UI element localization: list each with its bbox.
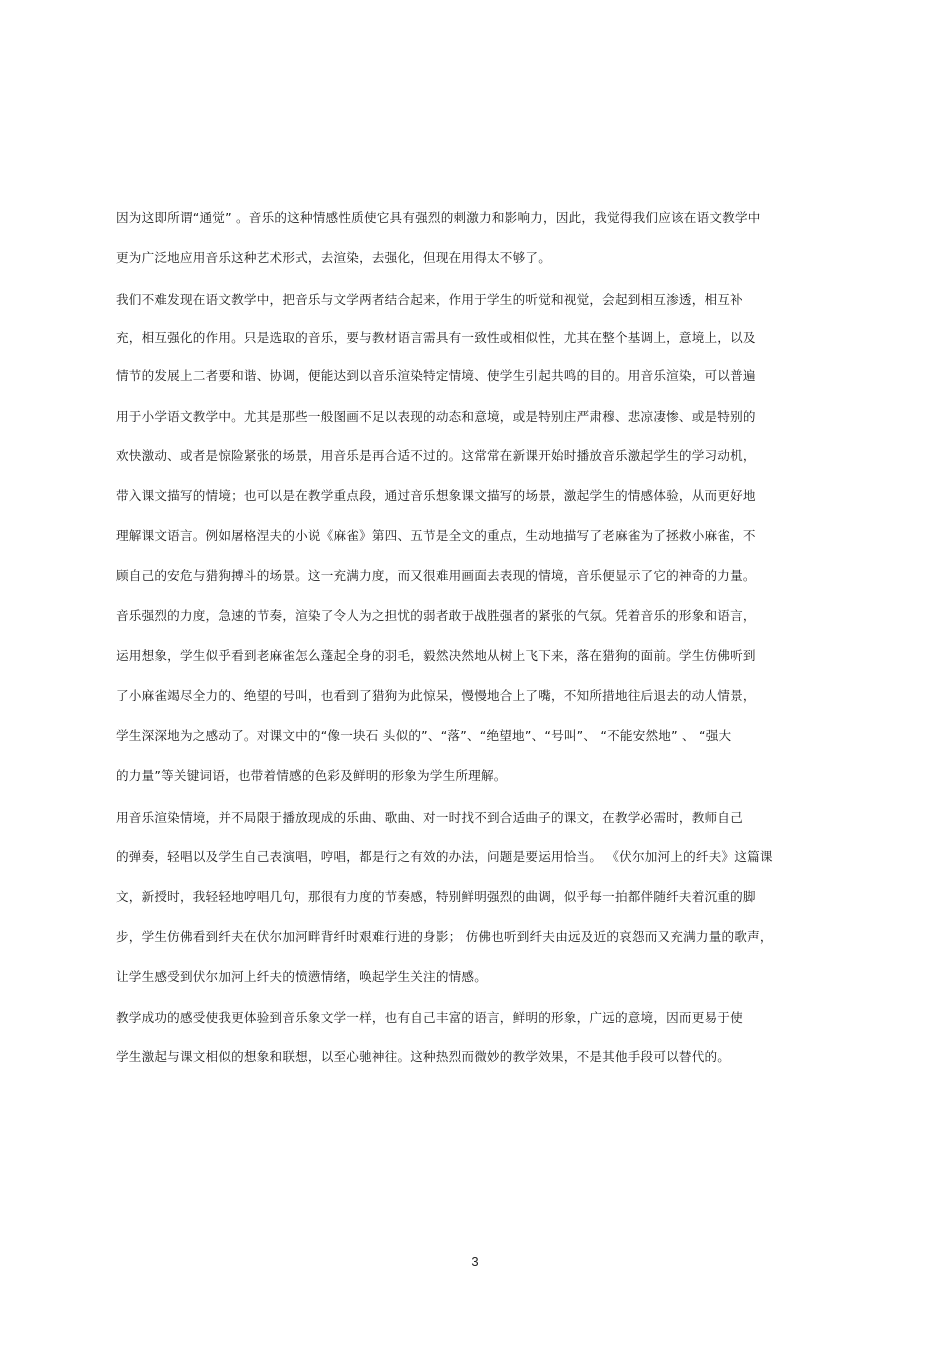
- text-line: 充，相互强化的作用。只是选取的音乐，要与教材语言需具有一致性或相似性，尤其在整个基调上，意境上，以及: [116, 330, 756, 345]
- text-line: 的力量”等关键词语，也带着情感的色彩及鲜明的形象为学生所理解。: [116, 768, 507, 783]
- text-line: 的弹奏，轻唱以及学生自己表演唱，哼唱，都是行之有效的办法，问题是要运用恰当。 《伏尔加河上的纤夫》这篇课: [116, 849, 773, 864]
- text-line: 带入课文描写的情境；也可以是在教学重点段，通过音乐想象课文描写的场景，激起学生的情感体验，从而更好地: [116, 488, 756, 503]
- text-line: 因为这即所谓“通觉” 。音乐的这种情感性质使它具有强烈的刺激力和影响力，因此，我觉得我们应该在语文教学中: [116, 210, 761, 225]
- text-line: 欢快激动、或者是惊险紧张的场景，用音乐是再合适不过的。这常常在新课开始时播放音乐激起学生的学习动机，: [116, 448, 756, 463]
- text-line: 音乐强烈的力度，急速的节奏，渲染了令人为之担忧的弱者敢于战胜强者的紧张的气氛。凭着音乐的形象和语言，: [116, 608, 756, 623]
- text-line: 我们不难发现在语文教学中，把音乐与文学两者结合起来，作用于学生的听觉和视觉，会起到相互渗透，相互补: [116, 292, 743, 307]
- text-line: 用音乐渲染情境，并不局限于播放现成的乐曲、歌曲、对一时找不到合适曲子的课文，在教学必需时，教师自己: [116, 810, 743, 825]
- text-line: 学生激起与课文相似的想象和联想，以至心驰神往。这种热烈而微妙的教学效果，不是其他手段可以替代的。: [116, 1049, 731, 1064]
- text-line: 用于小学语文教学中。尤其是那些一般图画不足以表现的动态和意境，或是特别庄严肃穆、悲凉凄惨、或是特别的: [116, 409, 756, 424]
- text-line: 运用想象，学生似乎看到老麻雀怎么蓬起全身的羽毛，毅然决然地从树上飞下来，落在猎狗的面前。学生仿佛听到: [116, 648, 756, 663]
- text-line: 文，新授时，我轻轻地哼唱几句，那很有力度的节奏感，特别鲜明强烈的曲调，似乎每一拍都伴随纤夫着沉重的脚: [116, 889, 756, 904]
- page-number: 3: [471, 1254, 479, 1269]
- text-line: 让学生感受到伏尔加河上纤夫的愤懑情绪，唤起学生关注的情感。: [116, 969, 488, 984]
- text-line: 顾自己的安危与猎狗搏斗的场景。这一充满力度，而又很难用画面去表现的情境，音乐便显示了它的神奇的力量。: [116, 568, 756, 583]
- text-line: 理解课文语言。例如屠格涅夫的小说《麻雀》第四、五节是全文的重点，生动地描写了老麻雀为了拯救小麻雀，不: [116, 528, 756, 543]
- text-line: 更为广泛地应用音乐这种艺术形式，去渲染，去强化，但现在用得太不够了。: [116, 250, 551, 265]
- text-line: 了小麻雀竭尽全力的、绝望的号叫，也看到了猎狗为此惊呆，慢慢地合上了嘴，不知所措地往后退去的动人情景，: [116, 688, 756, 703]
- text-line: 教学成功的感受使我更体验到音乐象文学一样，也有自己丰富的语言，鲜明的形象，广远的意境，因而更易于使: [116, 1010, 743, 1025]
- text-line: 学生深深地为之感动了。对课文中的“像一块石 头似的”、“落”、“绝望地”、“号叫”、 “不能安然地” 、 “强大: [116, 728, 732, 743]
- text-line: 情节的发展上二者要和谐、协调，便能达到以音乐渲染特定情境、使学生引起共鸣的目的。用音乐渲染，可以普遍: [116, 368, 756, 383]
- text-line: 步，学生仿佛看到纤夫在伏尔加河畔背纤时艰难行进的身影； 仿佛也听到纤夫由远及近的哀怨而又充满力量的歌声，: [116, 929, 773, 944]
